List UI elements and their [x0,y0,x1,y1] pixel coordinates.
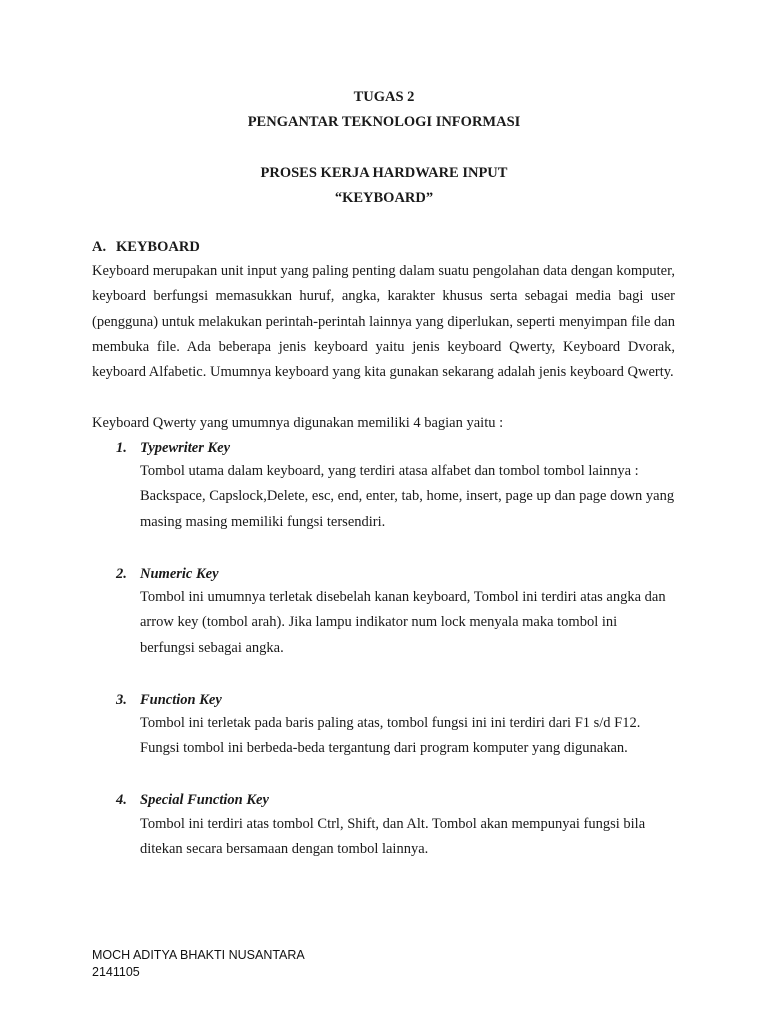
list-item-number: 4. [116,792,127,808]
list-item-heading [116,439,230,457]
list-item-body: Tombol ini umumnya terletak disebelah kanan keyboard, Tombol ini terdiri atas angka dan arrow key (tombol arah). Jika lampu indikator num lock menyala maka tombol ini berfungsi sebagai angka. [140,589,666,656]
list-lead: Keyboard Qwerty yang umumnya digunakan memiliki 4 bagian yaitu : [92,415,504,431]
list-item-heading [116,565,219,583]
footer-author-name: MOCH ADITYA BHAKTI NUSANTARA [92,948,305,962]
list-item-title: Numeric Key [140,566,219,582]
section-title: KEYBOARD [116,239,200,255]
section-heading [92,238,200,256]
list-item-title: Typewriter Key [140,440,231,456]
topic-subtitle: “KEYBOARD” [334,190,434,206]
list-item-title: Special Function Key [140,792,269,808]
list-item-heading [116,691,222,709]
section-letter: A. [92,239,107,255]
assignment-label: TUGAS 2 [353,89,415,105]
topic-title: PROSES KERJA HARDWARE INPUT [260,165,508,181]
list-item-number: 3. [116,692,127,708]
list-item-number: 2. [116,566,127,582]
intro-paragraph: Keyboard merupakan unit input yang paling penting dalam suatu pengolahan data dengan komputer, keyboard berfungsi memasukkan huruf, angka, karakter khusus serta sebagai media bagi user (pengguna) untuk melakukan perintah-perintah lainnya yang diperlukan, seperti menyimpan file dan membuka file. Ada beberapa jenis keyboard yaitu jenis keyboard Qwerty, Keyboard Dvorak, keyboard Alfabetic. Umumnya keyboard yang kita gunakan sekarang adalah jenis keyboard Qwerty. [92,263,675,381]
list-item-heading [116,791,269,809]
list-item-number: 1. [116,440,127,456]
list-item-body: Tombol ini terdiri atas tombol Ctrl, Shift, dan Alt. Tombol akan mempunyai fungsi bila ditekan secara bersamaan dengan tombol lainnya. [140,816,646,858]
list-item-body: Tombol utama dalam keyboard, yang terdiri atasa alfabet dan tombol tombol lainnya : Backspace, Capslock,Delete, esc, end, enter, tab, home, insert, page up dan page down yang masing masing memiliki fungsi tersendiri. [140,463,675,530]
footer-student-id: 2141105 [92,965,140,979]
list-item-title: Function Key [140,692,222,708]
list-item-body: Tombol ini terletak pada baris paling atas, tombol fungsi ini ini terdiri dari F1 s/d F12. Fungsi tombol ini berbeda-beda tergantung dari program komputer yang digunakan. [140,715,641,757]
course-title: PENGANTAR TEKNOLOGI INFORMASI [247,114,521,130]
